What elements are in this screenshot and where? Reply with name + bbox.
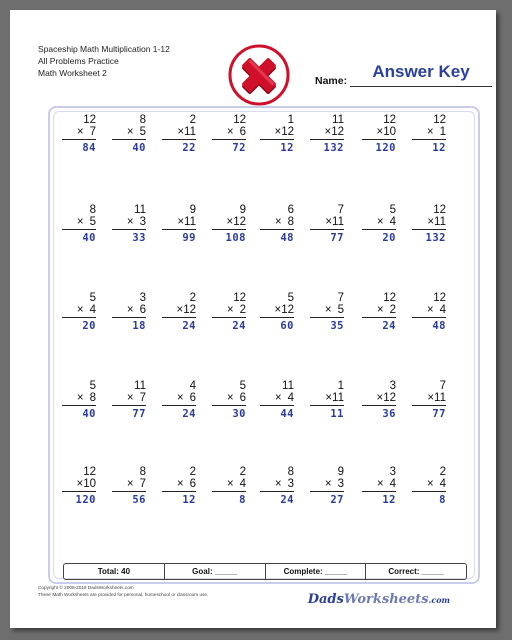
problem-answer: 24 [382, 320, 396, 332]
problem-answer: 24 [182, 320, 196, 332]
multiply-sign: × [274, 126, 282, 138]
total-count: Total: 40 [64, 564, 165, 579]
multiply-sign: × [176, 304, 184, 316]
problem-top: 5 [89, 380, 96, 392]
problem [212, 380, 246, 420]
problem-bottom [310, 216, 344, 230]
problem-top: 9 [189, 204, 196, 216]
problem-top: 1 [337, 380, 344, 392]
multiply-sign: × [274, 392, 282, 404]
problem [412, 204, 446, 244]
multiply-sign: × [176, 392, 184, 404]
multiply-sign: × [226, 478, 234, 490]
problem [260, 466, 294, 506]
problem-top: 5 [239, 380, 246, 392]
multiply-sign: × [76, 392, 84, 404]
problem-multiplier: 11 [332, 392, 344, 404]
problem-multiplier: 12 [183, 304, 196, 316]
problem-multiplier: 12 [331, 126, 344, 138]
problem-multiplier: 4 [439, 478, 446, 490]
problem-top: 2 [239, 466, 246, 478]
problem-bottom [162, 216, 196, 230]
problem [162, 204, 196, 244]
problem-multiplier: 12 [383, 392, 396, 404]
multiply-sign: × [76, 126, 84, 138]
problem-top: 12 [83, 466, 96, 478]
problem-answer: 30 [232, 408, 246, 420]
problem-answer: 12 [432, 142, 446, 154]
problem-multiplier: 4 [239, 478, 246, 490]
problem-top: 2 [189, 114, 196, 126]
problem [412, 466, 446, 506]
multiply-sign: × [376, 304, 384, 316]
multiply-sign: × [176, 478, 184, 490]
problem [112, 292, 146, 332]
problem-multiplier: 5 [337, 304, 344, 316]
problem-top: 12 [433, 292, 446, 304]
problem-multiplier: 6 [239, 392, 246, 404]
problem-top: 11 [282, 380, 294, 392]
problem-top: 3 [389, 466, 396, 478]
problem-multiplier: 11 [434, 392, 446, 404]
multiply-sign: × [325, 216, 333, 228]
problem-bottom [112, 304, 146, 318]
problem-answer: 99 [182, 232, 196, 244]
problem-answer: 48 [432, 320, 446, 332]
name-label: Name: [315, 75, 348, 87]
problem-top: 8 [139, 114, 146, 126]
problem [310, 114, 344, 154]
problem [112, 466, 146, 506]
problem [362, 292, 396, 332]
problem-answer: 8 [239, 494, 246, 506]
multiply-sign: × [76, 304, 84, 316]
problems-frame [48, 106, 480, 584]
problem-top: 2 [189, 466, 196, 478]
problem-top: 12 [433, 204, 446, 216]
multiply-sign: × [274, 216, 282, 228]
problem-answer: 12 [182, 494, 196, 506]
problem-top: 9 [239, 204, 246, 216]
problem [412, 380, 446, 420]
multiply-sign: × [226, 126, 234, 138]
problem-bottom [362, 392, 396, 406]
problem-multiplier: 6 [189, 392, 196, 404]
problem [212, 204, 246, 244]
problem-multiplier: 4 [389, 216, 396, 228]
problem-answer: 40 [132, 142, 146, 154]
problem [112, 114, 146, 154]
problem-answer: 24 [280, 494, 294, 506]
multiply-sign: × [76, 216, 84, 228]
multiply-sign: × [177, 216, 185, 228]
complete-field: Complete: _____ [266, 564, 367, 579]
problem-multiplier: 10 [83, 478, 96, 490]
problem-bottom [310, 126, 344, 140]
problem-top: 1 [287, 114, 294, 126]
problem-top: 2 [189, 292, 196, 304]
multiply-sign: × [427, 392, 435, 404]
problem-answer: 56 [132, 494, 146, 506]
problem-multiplier: 3 [337, 478, 344, 490]
problem-bottom [162, 304, 196, 318]
problem-answer: 8 [439, 494, 446, 506]
problem-multiplier: 11 [332, 216, 344, 228]
problem-bottom [62, 304, 96, 318]
problem-top: 6 [287, 204, 294, 216]
worksheet-number: Math Worksheet 2 [38, 68, 107, 78]
problem-top: 2 [439, 466, 446, 478]
copyright-line: Copyright © 2008-2018 DadsWorksheets.com [38, 585, 134, 590]
problem-bottom [362, 304, 396, 318]
multiply-sign: × [426, 478, 434, 490]
problem-answer: 12 [382, 494, 396, 506]
problem [362, 114, 396, 154]
problem-top: 7 [439, 380, 446, 392]
problem-answer: 33 [132, 232, 146, 244]
problem-multiplier: 7 [139, 392, 146, 404]
problem-top: 12 [233, 292, 246, 304]
problem-multiplier: 5 [89, 216, 96, 228]
problem [62, 114, 96, 154]
problem-top: 12 [233, 114, 246, 126]
problem-answer: 77 [132, 408, 146, 420]
problem-top: 5 [287, 292, 294, 304]
problem [412, 292, 446, 332]
problem-answer: 40 [82, 232, 96, 244]
problem-answer: 84 [82, 142, 96, 154]
problem [362, 204, 396, 244]
problem-multiplier: 1 [439, 126, 446, 138]
multiply-sign: × [226, 392, 234, 404]
problem-answer: 120 [75, 494, 96, 506]
multiply-sign: × [376, 126, 384, 138]
multiply-sign: × [76, 478, 84, 490]
problem-top: 8 [139, 466, 146, 478]
multiply-sign: × [274, 304, 282, 316]
multiply-sign: × [324, 126, 332, 138]
problem [412, 114, 446, 154]
problem-bottom [212, 304, 246, 318]
problem-top: 8 [287, 466, 294, 478]
problem-multiplier: 10 [383, 126, 396, 138]
problem-bottom [310, 304, 344, 318]
problem [162, 380, 196, 420]
usage-note: These Math Worksheets are provided for personal, homeschool or classroom use. [38, 592, 209, 597]
goal-field: Goal: _____ [165, 564, 266, 579]
problem [260, 380, 294, 420]
problem-multiplier: 8 [89, 392, 96, 404]
problem-bottom [112, 216, 146, 230]
problem-bottom [412, 304, 446, 318]
problem-multiplier: 7 [89, 126, 96, 138]
problem-multiplier: 4 [287, 392, 294, 404]
score-footer [63, 563, 467, 580]
problem-top: 8 [89, 204, 96, 216]
multiply-sign: × [126, 392, 134, 404]
problem [212, 292, 246, 332]
multiply-sign: × [325, 392, 333, 404]
problem-answer: 44 [280, 408, 294, 420]
problem-top: 12 [383, 114, 396, 126]
problem-multiplier: 6 [139, 304, 146, 316]
problem-top: 12 [83, 114, 96, 126]
problem [212, 114, 246, 154]
problem-answer: 60 [280, 320, 294, 332]
problem-answer: 77 [330, 232, 344, 244]
problem [162, 292, 196, 332]
problem-answer: 24 [232, 320, 246, 332]
problem-bottom [412, 216, 446, 230]
problem-top: 9 [337, 466, 344, 478]
brand-logo: DadsWorksheets.com [307, 592, 450, 607]
problem-answer: 36 [382, 408, 396, 420]
problem-bottom [260, 216, 294, 230]
problem-answer: 120 [375, 142, 396, 154]
worksheet-subtitle: All Problems Practice [38, 56, 119, 66]
problem-answer: 20 [382, 232, 396, 244]
multiply-sign: × [126, 478, 134, 490]
problem-answer: 22 [182, 142, 196, 154]
multiply-sign: × [274, 478, 282, 490]
problem-multiplier: 2 [389, 304, 396, 316]
problem-answer: 35 [330, 320, 344, 332]
problem-multiplier: 11 [434, 216, 446, 228]
problem-multiplier: 11 [184, 216, 196, 228]
problem-bottom [162, 478, 196, 492]
problem-multiplier: 7 [139, 478, 146, 490]
problem-bottom [162, 126, 196, 140]
problem-bottom [412, 392, 446, 406]
problem-top: 5 [389, 204, 396, 216]
problem [162, 114, 196, 154]
problem-multiplier: 2 [239, 304, 246, 316]
problem [362, 380, 396, 420]
problem [162, 466, 196, 506]
problem-multiplier: 4 [89, 304, 96, 316]
problem-bottom [310, 478, 344, 492]
worksheet-page [10, 10, 496, 628]
problem-top: 7 [337, 292, 344, 304]
problem-top: 11 [332, 114, 344, 126]
problem-top: 12 [383, 292, 396, 304]
multiply-sign: × [226, 304, 234, 316]
problem-top: 11 [134, 380, 146, 392]
problem-answer: 12 [280, 142, 294, 154]
problem-multiplier: 6 [189, 478, 196, 490]
problem-bottom [212, 478, 246, 492]
problem-answer: 132 [425, 232, 446, 244]
problem-bottom [112, 478, 146, 492]
multiply-sign: × [126, 304, 134, 316]
problem [112, 204, 146, 244]
problem-top: 4 [189, 380, 196, 392]
multiply-sign: × [376, 478, 384, 490]
problem-answer: 72 [232, 142, 246, 154]
problem-bottom [162, 392, 196, 406]
problem-top: 3 [139, 292, 146, 304]
problem-answer: 108 [225, 232, 246, 244]
multiply-sign: × [427, 216, 435, 228]
problem-multiplier: 4 [389, 478, 396, 490]
problem-answer: 40 [82, 408, 96, 420]
problem-bottom [362, 478, 396, 492]
red-x-icon [228, 44, 290, 106]
problem [62, 380, 96, 420]
worksheet-title: Spaceship Math Multiplication 1-12 [38, 44, 170, 54]
problem-multiplier: 11 [184, 126, 196, 138]
multiply-sign: × [376, 392, 384, 404]
problem-bottom [412, 478, 446, 492]
problem-bottom [62, 392, 96, 406]
problem-bottom [412, 126, 446, 140]
multiply-sign: × [376, 216, 384, 228]
problem-bottom [362, 126, 396, 140]
problem-bottom [212, 392, 246, 406]
problem-bottom [260, 478, 294, 492]
problem [62, 292, 96, 332]
problem-bottom [62, 126, 96, 140]
multiply-sign: × [324, 478, 332, 490]
problem [212, 466, 246, 506]
name-underline [350, 86, 492, 87]
problem-top: 5 [89, 292, 96, 304]
problem [310, 292, 344, 332]
problem [62, 204, 96, 244]
problem [310, 466, 344, 506]
problem [310, 380, 344, 420]
multiply-sign: × [324, 304, 332, 316]
problem-answer: 132 [323, 142, 344, 154]
problem-multiplier: 3 [139, 216, 146, 228]
problem-bottom [62, 216, 96, 230]
problem-bottom [112, 126, 146, 140]
problem-multiplier: 6 [239, 126, 246, 138]
problem [112, 380, 146, 420]
problem-multiplier: 4 [439, 304, 446, 316]
problem [260, 292, 294, 332]
problem-multiplier: 12 [233, 216, 246, 228]
problem-multiplier: 3 [287, 478, 294, 490]
problem-bottom [62, 478, 96, 492]
problem [310, 204, 344, 244]
problem-bottom [260, 304, 294, 318]
problem-bottom [212, 126, 246, 140]
problem-bottom [260, 126, 294, 140]
problem-answer: 77 [432, 408, 446, 420]
problem-top: 3 [389, 380, 396, 392]
problem-multiplier: 8 [287, 216, 294, 228]
problem-answer: 27 [330, 494, 344, 506]
problem-bottom [112, 392, 146, 406]
problem-bottom [212, 216, 246, 230]
multiply-sign: × [226, 216, 234, 228]
multiply-sign: × [426, 304, 434, 316]
problem [62, 466, 96, 506]
problem-answer: 24 [182, 408, 196, 420]
problem-answer: 20 [82, 320, 96, 332]
problem-multiplier: 5 [139, 126, 146, 138]
problem-top: 12 [433, 114, 446, 126]
problem-bottom [362, 216, 396, 230]
problem-top: 7 [337, 204, 344, 216]
problem-multiplier: 12 [281, 126, 294, 138]
multiply-sign: × [126, 216, 134, 228]
answer-key-label: Answer Key [372, 62, 470, 81]
problem-answer: 11 [330, 408, 344, 420]
problem [362, 466, 396, 506]
problem [260, 114, 294, 154]
multiply-sign: × [126, 126, 134, 138]
multiply-sign: × [177, 126, 185, 138]
problem-bottom [310, 392, 344, 406]
problem-answer: 18 [132, 320, 146, 332]
correct-field: Correct: _____ [388, 567, 444, 576]
multiply-sign: × [426, 126, 434, 138]
problem-top: 11 [134, 204, 146, 216]
problem-answer: 48 [280, 232, 294, 244]
problem-bottom [260, 392, 294, 406]
problem-multiplier: 12 [281, 304, 294, 316]
problem [260, 204, 294, 244]
